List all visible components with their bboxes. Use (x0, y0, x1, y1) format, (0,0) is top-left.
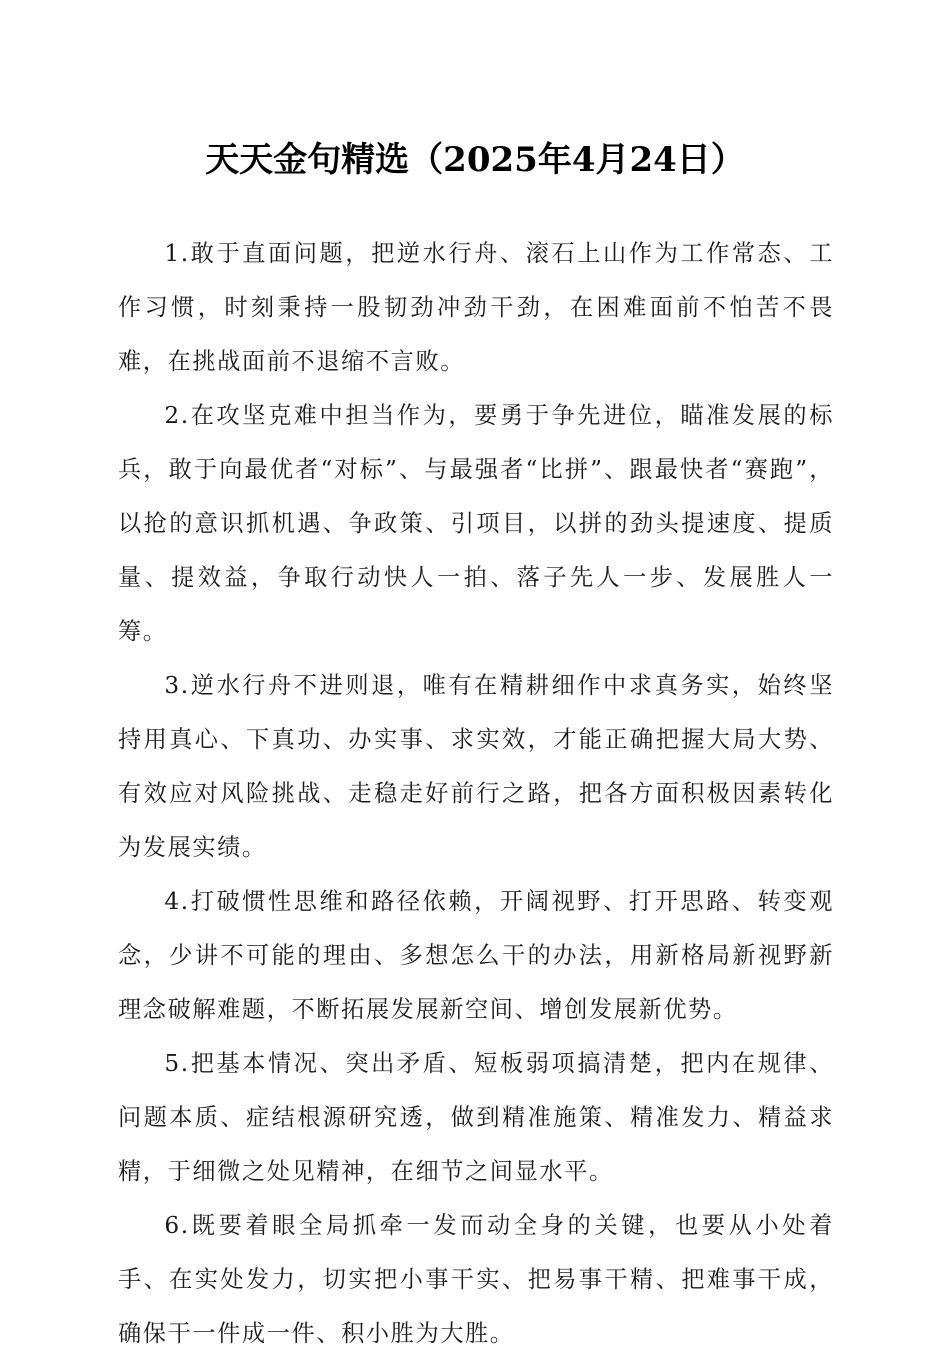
paragraph-5: 5.把基本情况、突出矛盾、短板弱项搞清楚，把内在规律、问题本质、症结根源研究透，做到精准施策、精准发力、精益求精，于细微之处见精神，在细节之间显水平。 (118, 1050, 834, 1185)
document-body (118, 227, 834, 1361)
paragraph-1: 1.敢于直面问题，把逆水行舟、滚石上山作为工作常态、工作习惯，时刻秉持一股韧劲冲劲干劲，在困难面前不怕苦不畏难，在挑战面前不退缩不言败。 (118, 240, 834, 375)
paragraph-2: 2.在攻坚克难中担当作为，要勇于争先进位，瞄准发展的标兵，敢于向最优者“对标”、与最强者“比拼”、跟最快者“赛跑”，以抢的意识抓机遇、争政策、引项目，以拼的劲头提速度、提质量、提效益，争取行动快人一拍、落子先人一步、发展胜人一筹。 (118, 402, 834, 645)
paragraph-4: 4.打破惯性思维和路径依赖，开阔视野、打开思路、转变观念，少讲不可能的理由、多想怎么干的办法，用新格局新视野新理念破解难题，不断拓展发展新空间、增创发展新优势。 (118, 888, 834, 1023)
paragraph-3: 3.逆水行舟不进则退，唯有在精耕细作中求真务实，始终坚持用真心、下真功、办实事、求实效，才能正确把握大局大势、有效应对风险挑战、走稳走好前行之路，把各方面积极因素转化为发展实绩。 (118, 672, 834, 861)
paragraph-6: 6.既要着眼全局抓牵一发而动全身的关键，也要从小处着手、在实处发力，切实把小事干实、把易事干精、把难事干成，确保干一件成一件、积小胜为大胜。 (118, 1212, 834, 1347)
document-title: 天天金句精选（2025年4月24日） (205, 140, 745, 180)
